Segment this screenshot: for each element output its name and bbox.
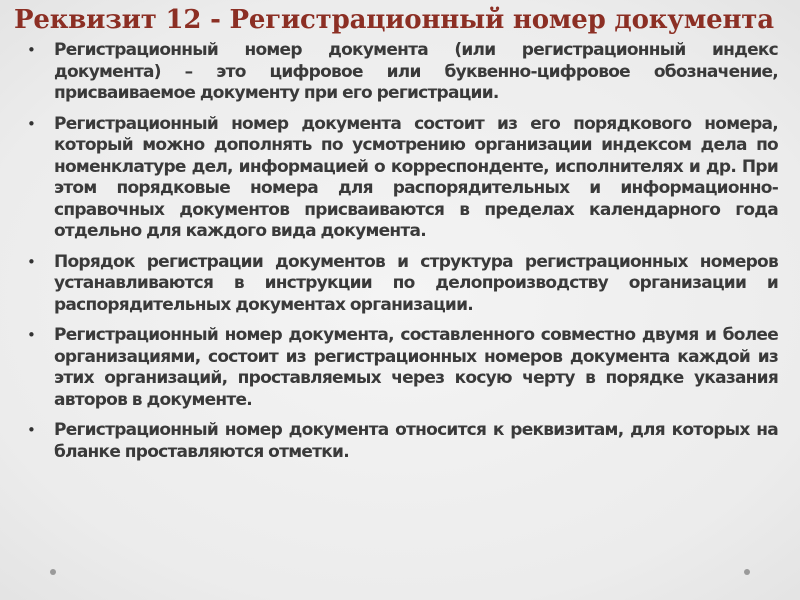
bullet-list xyxy=(24,40,778,472)
bullet-marker: • xyxy=(27,114,36,133)
slide-decoration-dot-right xyxy=(744,569,750,575)
bullet-item xyxy=(24,325,778,411)
slide-decoration-dot-left xyxy=(50,569,56,575)
bullet-marker: • xyxy=(27,41,36,59)
bullet-item xyxy=(24,114,778,243)
bullet-item xyxy=(24,420,778,463)
bullet-text: Порядок регистрации документов и структура регистрационных номеров устанавливаются в инструкции по делопроизводству организации и распорядительных документах организации. xyxy=(54,251,778,315)
bullet-item xyxy=(24,252,778,317)
slide-title: Реквизит 12 - Регистрационный номер документа xyxy=(14,5,774,35)
bullet-marker: • xyxy=(27,252,36,271)
bullet-text: Регистрационный номер документа состоит из его порядкового номера, который можно дополнять по усмотрению организации индексом дела по номенклатуре дел, информацией о корреспонденте, исполнителях и др. При этом порядковые номера для распорядительных и информационно-справочных документов присваиваются в пределах календарного года отдельно для каждого вида документа. xyxy=(54,113,778,241)
bullet-marker: • xyxy=(27,421,36,439)
bullet-marker: • xyxy=(27,326,36,344)
bullet-text: Регистрационный номер документа относится к реквизитам, для которых на бланке проставляются отметки. xyxy=(54,420,778,462)
bullet-text: Регистрационный номер документа, составленного совместно двумя и более организациями, состоит из регистрационных номеров документа каждой из этих организаций, проставляемых через косую черту в порядке указания авторов в документе. xyxy=(54,325,778,410)
bullet-item xyxy=(24,40,778,105)
bullet-text: Регистрационный номер документа (или регистрационный индекс документа) – это цифровое или буквенно-цифровое обозначение, присваиваемое документу при его регистрации. xyxy=(54,40,778,103)
